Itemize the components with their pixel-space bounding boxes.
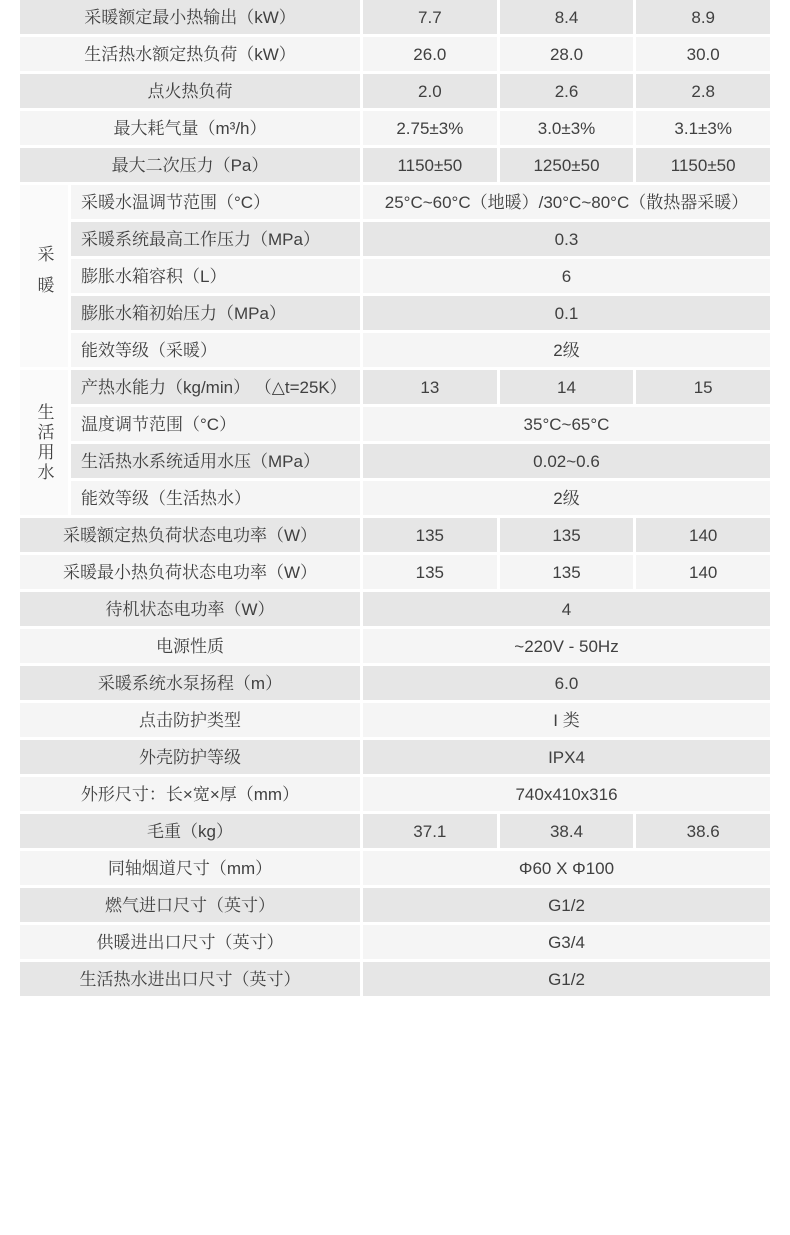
table-row [71, 407, 770, 441]
table-row [20, 777, 770, 811]
spec-label: 采暖水温调节范围（°C） [71, 185, 360, 219]
spec-label: 膨胀水箱容积（L） [71, 259, 360, 293]
spec-value: 0.1 [363, 296, 770, 330]
table-row [20, 0, 770, 34]
spec-value: 28.0 [500, 37, 634, 71]
spec-label: 温度调节范围（°C） [71, 407, 360, 441]
spec-value: IPX4 [363, 740, 770, 774]
spec-table [20, 0, 770, 996]
spec-value: 6.0 [363, 666, 770, 700]
table-row [20, 518, 770, 552]
spec-value: 1250±50 [500, 148, 634, 182]
spec-label: 最大二次压力（Pa） [20, 148, 360, 182]
spec-label: 膨胀水箱初始压力（MPa） [71, 296, 360, 330]
spec-label: 生活热水额定热负荷（kW） [20, 37, 360, 71]
spec-value: G1/2 [363, 888, 770, 922]
spec-label: 能效等级（生活热水） [71, 481, 360, 515]
table-row [20, 592, 770, 626]
spec-label: 产热水能力（kg/min） （△t=25K） [71, 370, 360, 404]
spec-group-dhw [20, 370, 770, 515]
spec-value: 2.6 [500, 74, 634, 108]
table-row [71, 333, 770, 367]
spec-value: 3.1±3% [636, 111, 770, 145]
spec-label: 燃气进口尺寸（英寸） [20, 888, 360, 922]
table-row [20, 962, 770, 996]
spec-label: 供暖进出口尺寸（英寸） [20, 925, 360, 959]
spec-label: 点击防护类型 [20, 703, 360, 737]
spec-value: 2级 [363, 481, 770, 515]
spec-value: 3.0±3% [500, 111, 634, 145]
spec-label: 采暖系统水泵扬程（m） [20, 666, 360, 700]
spec-label: 同轴烟道尺寸（mm） [20, 851, 360, 885]
table-row [20, 555, 770, 589]
table-row [71, 222, 770, 256]
spec-label: 待机状态电功率（W） [20, 592, 360, 626]
table-row [20, 814, 770, 848]
spec-value: 25°C~60°C（地暖）/30°C~80°C（散热器采暖） [363, 185, 770, 219]
spec-label: 采暖额定最小热输出（kW） [20, 0, 360, 34]
table-row [71, 185, 770, 219]
spec-group-heating [20, 185, 770, 367]
spec-value: 1150±50 [363, 148, 497, 182]
spec-value: 1150±50 [636, 148, 770, 182]
table-row [71, 296, 770, 330]
spec-value: 8.4 [500, 0, 634, 34]
table-row [20, 111, 770, 145]
spec-value: 8.9 [636, 0, 770, 34]
spec-value: 15 [636, 370, 770, 404]
spec-value: 4 [363, 592, 770, 626]
spec-value: 2级 [363, 333, 770, 367]
spec-value: 135 [500, 518, 634, 552]
spec-value: 13 [363, 370, 497, 404]
table-row [71, 370, 770, 404]
group-label-heating [20, 185, 68, 367]
spec-value: 38.6 [636, 814, 770, 848]
spec-label: 能效等级（采暖） [71, 333, 360, 367]
spec-value: 30.0 [636, 37, 770, 71]
table-row [71, 481, 770, 515]
spec-value: 2.0 [363, 74, 497, 108]
spec-value: ~220V - 50Hz [363, 629, 770, 663]
spec-value: 135 [363, 518, 497, 552]
table-row [20, 148, 770, 182]
spec-label: 电源性质 [20, 629, 360, 663]
spec-value: 14 [500, 370, 634, 404]
spec-label: 点火热负荷 [20, 74, 360, 108]
spec-label: 生活热水系统适用水压（MPa） [71, 444, 360, 478]
spec-label: 最大耗气量（m³/h） [20, 111, 360, 145]
table-row [71, 444, 770, 478]
spec-value: 35°C~65°C [363, 407, 770, 441]
spec-value: 2.75±3% [363, 111, 497, 145]
spec-label: 生活热水进出口尺寸（英寸） [20, 962, 360, 996]
spec-value: 135 [500, 555, 634, 589]
spec-value: 740x410x316 [363, 777, 770, 811]
table-row [20, 925, 770, 959]
spec-label: 外形尺寸：长×宽×厚（mm） [20, 777, 360, 811]
spec-value: 6 [363, 259, 770, 293]
spec-label: 毛重（kg） [20, 814, 360, 848]
spec-label: 采暖系统最高工作压力（MPa） [71, 222, 360, 256]
table-row [20, 703, 770, 737]
group-label-dhw [20, 370, 68, 515]
spec-value: 140 [636, 555, 770, 589]
spec-value: 26.0 [363, 37, 497, 71]
table-row [20, 851, 770, 885]
spec-value: 7.7 [363, 0, 497, 34]
spec-label: 采暖额定热负荷状态电功率（W） [20, 518, 360, 552]
spec-value: 38.4 [500, 814, 634, 848]
spec-value: 0.02~0.6 [363, 444, 770, 478]
spec-value: Φ60 X Φ100 [363, 851, 770, 885]
table-row [20, 666, 770, 700]
table-row [20, 74, 770, 108]
table-row [20, 629, 770, 663]
spec-value: 37.1 [363, 814, 497, 848]
spec-value: 0.3 [363, 222, 770, 256]
spec-value: 2.8 [636, 74, 770, 108]
table-row [71, 259, 770, 293]
spec-label: 采暖最小热负荷状态电功率（W） [20, 555, 360, 589]
group-label-text: 生活用水 [34, 402, 54, 483]
spec-value: G3/4 [363, 925, 770, 959]
spec-label: 外壳防护等级 [20, 740, 360, 774]
spec-value: 135 [363, 555, 497, 589]
table-row [20, 740, 770, 774]
spec-value: 140 [636, 518, 770, 552]
table-row [20, 37, 770, 71]
spec-value: G1/2 [363, 962, 770, 996]
group-label-text: 采暖 [34, 245, 54, 307]
table-row [20, 888, 770, 922]
spec-value: I 类 [363, 703, 770, 737]
